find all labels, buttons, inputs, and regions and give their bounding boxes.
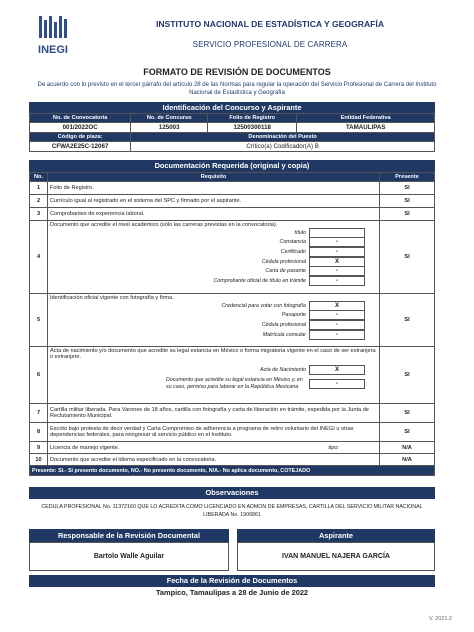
item-text: Documento que acredite el nivel académico (sólo las carreras previstas en la convocatoria). [50,222,278,228]
intro-text: De acuerdo con lo previsto en el tercer párrafo del artículo 28 de las Normas para regular la operación del Servicio Profesional de Carrera del Instituto Nacional de Estadística y Geografía [37,82,437,96]
contest-table [29,113,435,152]
item-text: Currículo igual al registrado en el sistema del SPC y firmado por el aspirante. [48,195,380,208]
item-present: SI [380,347,435,404]
review-date: Tampico, Tamaulipas a 28 de Junio de 2022 [155,588,309,597]
item-present: SI [380,182,435,195]
item-text: Documento que acredite el idioma especificado en la convocatoria. [48,454,380,466]
sub-mark: - [309,276,365,286]
item-number: 6 [30,347,48,404]
license-type-label: tipo: [328,444,339,451]
item-text: Acta de nacimiento y/o documento que acredite su legal estancia en México o forma migratoria vigente en el caso de ser extranjera o extranjero. [50,348,376,360]
item-number: 2 [30,195,48,208]
header-convocatoria: No. de Convocatoria [30,114,131,123]
item-present: SI [380,195,435,208]
header-codigo-plaza: Código de plaza: [30,133,131,142]
header-folio: Folio de Registro [208,114,297,123]
item-text: Licencia de manejo vigente. [50,444,120,451]
item-present: SI [380,423,435,442]
item-number: 1 [30,182,48,195]
convocatoria-value: 001/2022OC [30,123,131,133]
item-text: Cartilla militar liberada. Para Varones de 18 años, cartilla con fotografía y carta de liberación en trámite, expedida por la Junta de Reclutamiento Municipal. [48,404,380,423]
observations-title: Observaciones [29,487,435,499]
sub-mark: - [309,237,365,247]
applicant-title: Aspirante [237,529,435,542]
sub-label: Comprobante oficial de título en trámite [213,277,306,284]
sub-mark: - [309,320,365,330]
sub-mark: - [309,330,365,340]
header-concurso: No. de Concurso [131,114,208,123]
sub-label: Pasaporte [281,312,306,319]
item-number: 10 [30,454,48,466]
item-number: 7 [30,404,48,423]
presence-legend: Presente: SI.- Si presento documento, NO.- No presento documento, N/A.- No aplica documento, COTEJADO [30,466,435,476]
reviewer-name: Bartolo Walle Aguilar [29,542,229,571]
header-entidad: Entidad Federativa [297,114,435,123]
sub-mark: - [309,310,365,320]
logo-text: INEGI [38,44,68,56]
sub-label: Certificado [280,248,306,255]
item-present: SI [380,404,435,423]
sub-mark: - [309,247,365,257]
col-requisito: Requisito [48,173,380,182]
sub-label: Matrícula consular [262,331,306,338]
item-present: SI [380,208,435,221]
concurso-value: 125003 [131,123,208,133]
item-present: N/A [380,442,435,454]
service-name: SERVICIO PROFESIONAL DE CARRERA [192,40,348,49]
contest-section-title: Identificación del Concurso y Aspirante [29,102,435,113]
version: V. 2021.2 [428,616,452,622]
item-text: Folio de Registro. [48,182,380,195]
form-title: FORMATO DE REVISIÓN DE DOCUMENTOS [143,67,331,77]
item-number: 9 [30,442,48,454]
item-present: N/A [380,454,435,466]
observations-text: CEDULA PROFESIONAL No. 11372160 QUE LO ACREDITA COMO LICENCIADO EN ADMON DE EMPRESAS, CARTILLA DEL SERVICIO MILITAR NACIONAL LIBERADA No. 1906861 [41,504,423,518]
sub-mark: X [309,365,365,375]
sub-mark [309,228,365,238]
sub-label: título [294,229,306,236]
institute-name: INSTITUTO NACIONAL DE ESTADÍSTICA Y GEOGRAFÍA [155,19,385,29]
puesto-value: Crítico(a) Codificador(A) B [131,142,435,152]
entidad-value: TAMAULIPAS [297,123,435,133]
sub-label: Cédula profesional [261,321,306,328]
sub-mark: X [309,301,365,311]
applicant-name: IVAN MANUEL NAJERA GARCÍA [237,542,435,571]
reviewer-title: Responsable de la Revisión Documental [29,529,229,542]
sub-mark: - [309,379,365,389]
header-puesto: Denominación del Puesto [131,133,435,142]
folio-value: 12500300118 [208,123,297,133]
item-number: 4 [30,221,48,294]
sub-label: Carta de pasante [265,268,306,275]
item-number: 5 [30,294,48,347]
docs-section-title: Documentación Requerida (original y copia) [29,160,435,172]
inegi-logo [34,14,72,58]
item-number: 8 [30,423,48,442]
sub-mark: - [309,266,365,276]
col-no: No. [30,173,48,182]
item-present: SI [380,294,435,347]
sub-label: Constancia [279,239,306,246]
sub-label: Acta de Nacimiento [260,366,306,373]
col-presente: Presente [380,173,435,182]
date-title: Fecha de la Revisión de Documentos [29,575,435,587]
sub-label: Documento que acredite su legal estancia en México y, en su caso, permiso para laborar en la República Mexicana [166,376,303,390]
sub-label: Cédula profesional [261,258,306,265]
item-text: Comprobantes de experiencia laboral. [48,208,380,221]
docs-table [29,172,435,476]
codigo-plaza-value: CFWA2E25C-12067 [30,142,131,152]
item-present: SI [380,221,435,294]
item-text: Escrito bajo protesta de decir verdad y Carta Compromiso de adherencia a programa de retiro voluntario del INEGI u otras dependencias federales, para reingresar al servicio público en el Instituto. [48,423,380,442]
item-number: 3 [30,208,48,221]
sub-mark: X [309,257,365,267]
item-text: Identificación oficial vigente con fotografía y firma. [50,295,174,301]
sub-label: Credencial para votar con fotografía [221,302,306,309]
